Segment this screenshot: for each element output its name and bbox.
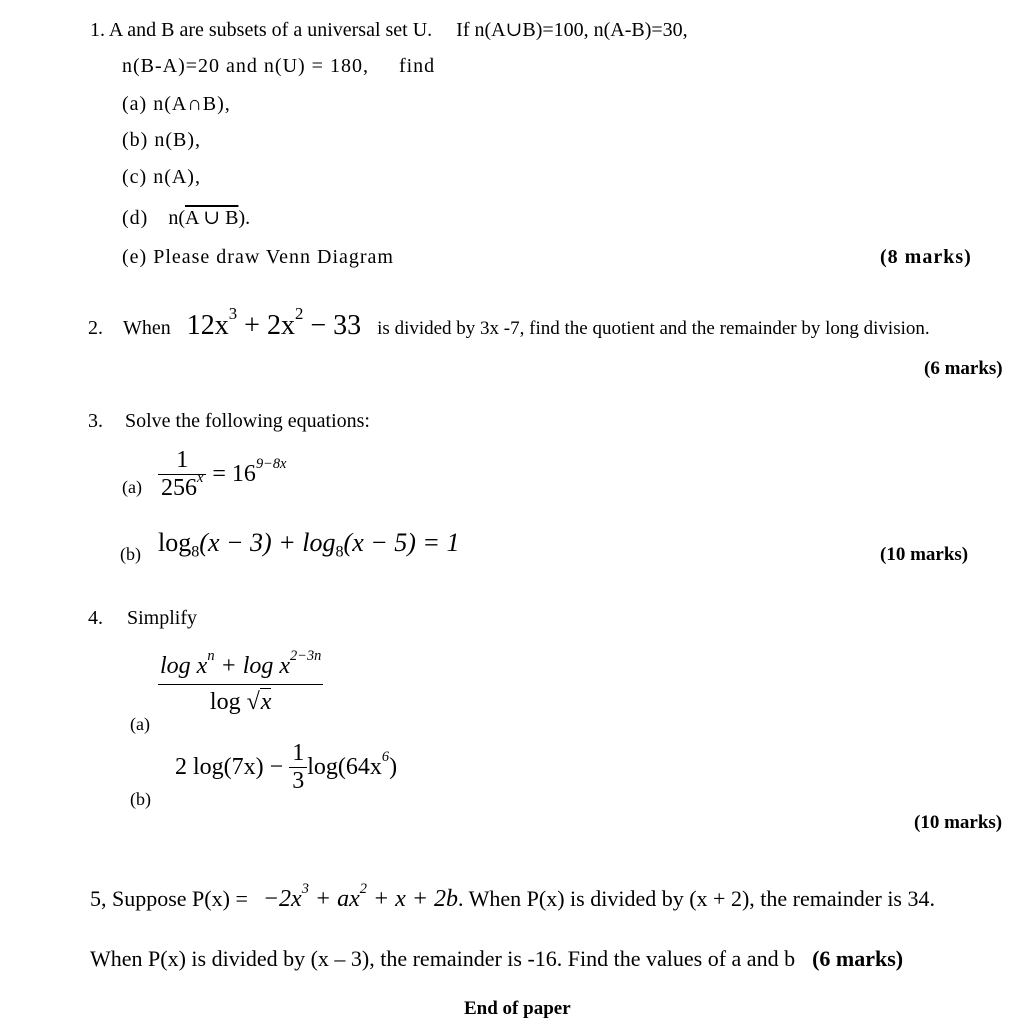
q3-a-numerator: 1	[176, 447, 189, 473]
q3-b-equation	[158, 528, 460, 561]
q3-b-base2: 8	[335, 543, 344, 561]
q4-a-root-x: x	[260, 689, 272, 715]
q4-marks: (10 marks)	[914, 812, 1003, 833]
q4-b-part1: 2 log(7x) −	[175, 754, 284, 780]
q1-marks: (8 marks)	[880, 246, 972, 268]
q4-a-num-exp2: 2−3n	[290, 648, 322, 665]
q1-part-e: (e) Please draw Venn Diagram	[122, 246, 394, 268]
q2-poly-exp1: 3	[228, 303, 238, 323]
q4-b-frac-den: 3	[289, 767, 307, 795]
q1-part-d-complement: A ∪ B	[185, 207, 239, 229]
q4-b-exp: 6	[381, 749, 390, 766]
q2-poly-exp2: 2	[294, 303, 304, 323]
q3-marks: (10 marks)	[880, 544, 969, 565]
q2-text: is divided by 3x -7, find the quotient and the remainder by long division.	[377, 318, 930, 339]
q2-when: When	[123, 317, 171, 339]
q4-a-num-exp1: n	[207, 648, 215, 665]
q3-a-den-exp: x	[197, 470, 204, 487]
q4-a-expression	[158, 648, 323, 716]
q3-b-label: (b)	[120, 544, 141, 564]
q1-line1a: A and B are subsets of a universal set U.	[108, 19, 433, 41]
q4-b-part2: $\log(64x^6)$	[307, 749, 398, 780]
end-of-paper: End of paper	[464, 998, 571, 1019]
q4-a-denominator: log √x	[158, 684, 323, 716]
q2-polynomial	[186, 303, 362, 341]
q3-title-line	[88, 410, 370, 433]
q3-b-term2: (x − 3) + log	[199, 528, 336, 557]
q3-a-label: (a)	[122, 477, 142, 497]
q2-poly-term3: − 33	[303, 310, 362, 341]
q1-line2b: find	[398, 55, 436, 77]
q2-poly-term1: 12x	[186, 310, 229, 341]
q5-line1-suffix: . When P(x) is divided by (x + 2), the remainder is 34.	[458, 886, 935, 911]
q3-number: 3.	[88, 410, 103, 432]
q1-line1b: If n(A∪B)=100, n(A-B)=30,	[456, 19, 688, 41]
q1-part-a: (a) n(A∩B),	[122, 93, 231, 115]
q4-a-root-sign: √	[246, 689, 260, 715]
q2-number: 2.	[88, 317, 103, 339]
q4-b-expression	[175, 740, 397, 795]
q1-part-d	[122, 205, 250, 230]
q3-b-term3: (x − 5) = 1	[343, 528, 460, 557]
q1-number: 1.	[90, 19, 105, 41]
q4-title: Simplify	[127, 607, 198, 629]
q1-line2a: n(B-A)=20 and n(U) = 180,	[122, 55, 369, 77]
q4-b-frac-num: 1	[292, 740, 305, 766]
q5-poly-exp1: 3	[301, 881, 309, 898]
q3-a-equation	[158, 447, 286, 502]
q5-polynomial: $-2x^3 + ax^2 + x + 2b$	[262, 881, 459, 912]
q5-line2-text: When P(x) is divided by (x – 3), the remainder is -16. Find the values of a and b	[90, 946, 796, 971]
q1-part-b: (b) n(B),	[122, 129, 201, 151]
q1-line1	[90, 17, 688, 42]
q4-number: 4.	[88, 607, 103, 629]
q5-line2	[90, 946, 903, 972]
q2-marks: (6 marks)	[924, 358, 1003, 379]
q3-a-fraction	[158, 447, 206, 502]
q1-part-d-n: n(	[168, 207, 185, 229]
q2-line	[88, 303, 930, 342]
q5-line1	[90, 881, 935, 913]
q3-title: Solve the following equations:	[125, 410, 370, 432]
q5-line1-prefix: 5, Suppose P(x) =	[90, 886, 248, 911]
q4-b-label: (b)	[130, 789, 151, 809]
q4-a-fraction	[158, 648, 323, 716]
q2-poly-term2: + 2x	[237, 310, 295, 341]
q1-line2	[122, 55, 435, 78]
q3-b-log1: log	[158, 528, 192, 557]
q5-poly-exp2: 2	[359, 881, 367, 898]
q3-a-denominator: 256$^x$	[158, 474, 206, 502]
q4-a-label: (a)	[130, 714, 150, 734]
q4-title-line	[88, 607, 197, 630]
q1-part-d-close: ).	[238, 207, 251, 229]
q3-a-rhs-exp: 9−8x	[255, 456, 287, 473]
q1-part-d-label: (d)	[122, 207, 149, 229]
q3-a-rhs: = $16^{9-8x}$	[212, 456, 287, 487]
q5-marks: (6 marks)	[812, 946, 904, 971]
q1-part-c: (c) n(A),	[122, 166, 201, 188]
q4-b-fraction	[289, 740, 307, 795]
q4-a-numerator: $\log x^n + \log x^{2-3n}$	[160, 648, 322, 679]
q3-b-base1: 8	[191, 543, 200, 561]
